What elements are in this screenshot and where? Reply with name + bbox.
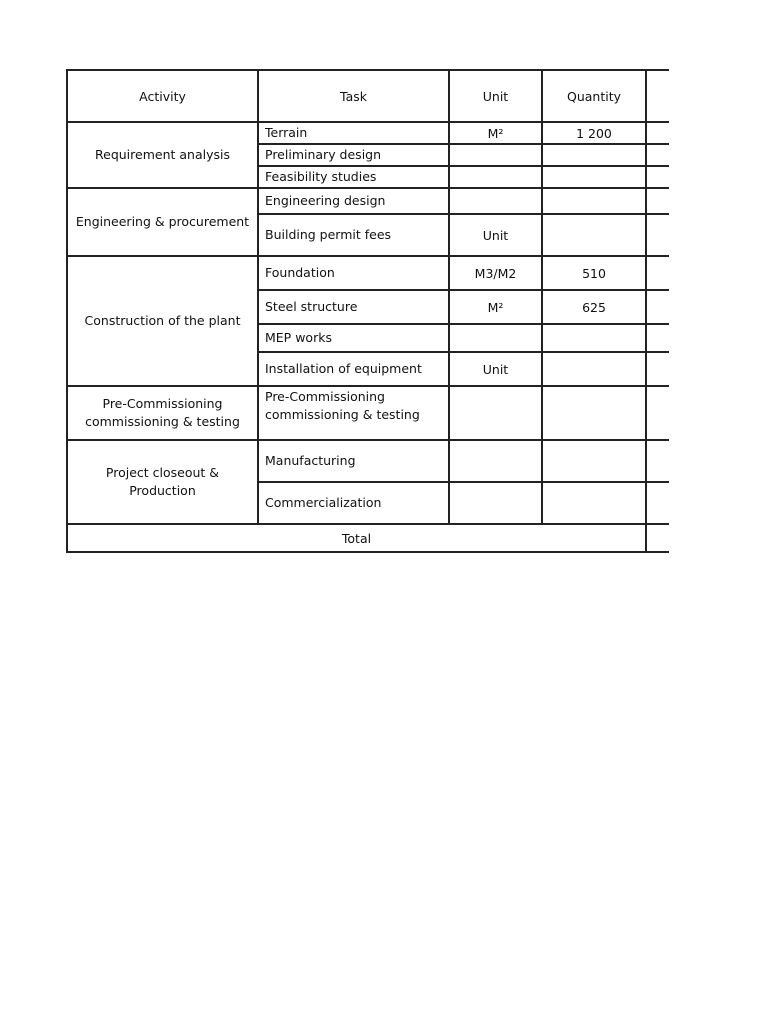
task-cell: Installation of equipment — [258, 352, 449, 386]
unit-cell — [449, 144, 542, 166]
extra-cell — [646, 386, 669, 440]
task-cell — [258, 386, 449, 440]
extra-cell — [646, 482, 669, 524]
extra-cell — [646, 122, 669, 144]
activity-cell: Project closeout & Production — [67, 440, 258, 524]
task-cell: Steel structure — [258, 290, 449, 324]
extra-cell — [646, 440, 669, 482]
activity-cell: Requirement analysis — [67, 122, 258, 188]
quantity-cell — [542, 166, 646, 188]
quantity-cell — [542, 386, 646, 440]
extra-cell — [646, 166, 669, 188]
quantity-cell: 510 — [542, 256, 646, 290]
extra-cell — [646, 324, 669, 352]
task-cell: Engineering design — [258, 188, 449, 214]
task-cell: MEP works — [258, 324, 449, 352]
extra-cell — [646, 290, 669, 324]
quantity-cell: 625 — [542, 290, 646, 324]
quantity-cell — [542, 440, 646, 482]
task-line: commissioning & testing — [265, 407, 420, 422]
extra-cell — [646, 214, 669, 256]
header-activity: Activity — [67, 70, 258, 122]
total-value-cell — [646, 524, 669, 552]
header-quantity: Quantity — [542, 70, 646, 122]
table-row — [67, 188, 669, 214]
unit-cell: M3/M2 — [449, 256, 542, 290]
task-cell: Terrain — [258, 122, 449, 144]
quantity-cell — [542, 188, 646, 214]
table-row — [67, 386, 669, 440]
total-row — [67, 524, 669, 552]
unit-cell — [449, 324, 542, 352]
task-cell: Foundation — [258, 256, 449, 290]
unit-cell — [449, 188, 542, 214]
unit-cell — [449, 166, 542, 188]
activity-line: commissioning & testing — [85, 414, 240, 429]
table-viewport — [66, 69, 669, 565]
task-line: Pre-Commissioning — [265, 389, 385, 404]
task-cell: Manufacturing — [258, 440, 449, 482]
header-extra — [646, 70, 669, 122]
unit-cell: Unit — [449, 352, 542, 386]
activity-cell: Construction of the plant — [67, 256, 258, 386]
header-task: Task — [258, 70, 449, 122]
table-row — [67, 440, 669, 482]
extra-cell — [646, 188, 669, 214]
extra-cell — [646, 352, 669, 386]
header-row — [67, 70, 669, 122]
table-row — [67, 256, 669, 290]
extra-cell — [646, 144, 669, 166]
unit-cell — [449, 440, 542, 482]
quantity-cell — [542, 214, 646, 256]
quantity-cell: 1 200 — [542, 122, 646, 144]
task-cell: Building permit fees — [258, 214, 449, 256]
table-row — [67, 122, 669, 144]
activity-cell: Engineering & procurement — [67, 188, 258, 256]
quantity-cell — [542, 324, 646, 352]
total-label: Total — [67, 524, 646, 552]
unit-cell — [449, 482, 542, 524]
unit-cell: M² — [449, 122, 542, 144]
activity-line: Pre-Commissioning — [102, 396, 223, 411]
activity-cell — [67, 386, 258, 440]
task-cell: Commercialization — [258, 482, 449, 524]
quantity-cell — [542, 482, 646, 524]
task-cell: Preliminary design — [258, 144, 449, 166]
unit-cell — [449, 386, 542, 440]
quantity-cell — [542, 352, 646, 386]
header-unit: Unit — [449, 70, 542, 122]
unit-cell: Unit — [449, 214, 542, 256]
task-cell: Feasibility studies — [258, 166, 449, 188]
extra-cell — [646, 256, 669, 290]
quantity-cell — [542, 144, 646, 166]
unit-cell: M² — [449, 290, 542, 324]
cost-table — [66, 69, 669, 553]
